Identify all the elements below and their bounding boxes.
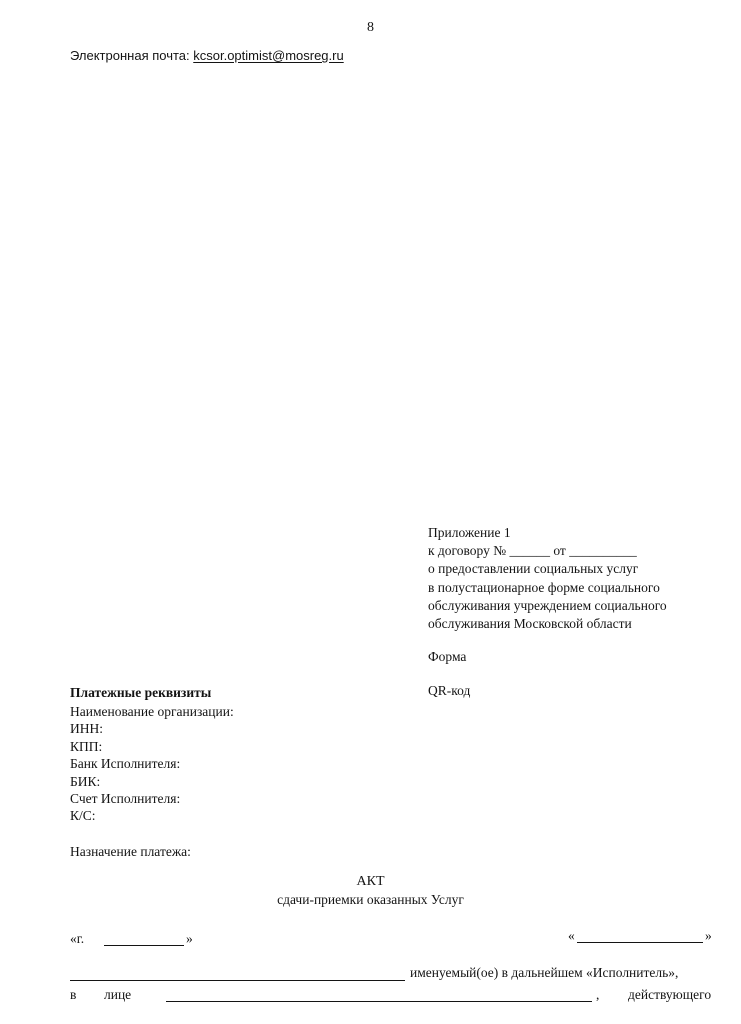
payment-field-inn: ИНН: <box>70 721 103 737</box>
email-label: Электронная почта: <box>70 48 190 63</box>
appendix-line: обслуживания учреждением социального <box>428 597 667 613</box>
form-label: Форма <box>428 649 467 664</box>
payment-field-org-name: Наименование организации: <box>70 704 234 719</box>
payment-purpose-label: Назначение платежа: <box>70 844 191 859</box>
executor-name-blank-line <box>70 980 405 981</box>
city-prefix: «г. <box>70 931 85 946</box>
qr-code-label: QR-код <box>428 683 471 698</box>
acting-word: действующего <box>628 987 712 1002</box>
act-title: АКТ <box>356 874 385 889</box>
appendix-line: обслуживания Московской области <box>428 616 632 632</box>
date-open-quote: « <box>568 928 575 943</box>
appendix-line: о предоставлении социальных услуг <box>428 561 639 577</box>
payment-field-bik: БИК: <box>70 773 101 789</box>
city-suffix: » <box>186 931 193 946</box>
email-link[interactable]: kcsor.optimist@mosreg.ru <box>193 48 344 63</box>
appendix-block <box>428 524 667 633</box>
payment-field-account: Счет Исполнителя: <box>70 791 181 807</box>
payment-details-list <box>70 703 234 825</box>
email-line <box>70 49 344 62</box>
in-word: в <box>70 987 77 1002</box>
appendix-line: Приложение 1 <box>428 525 511 540</box>
payment-field-corr-account: К/С: <box>70 808 96 824</box>
comma: , <box>596 987 600 1002</box>
date-blank-line <box>577 942 703 943</box>
payment-field-kpp: КПП: <box>70 738 103 754</box>
appendix-line: в полустационарное форме социального <box>428 579 660 595</box>
payment-details-title: Платежные реквизиты <box>70 685 212 700</box>
city-blank-line <box>104 945 184 946</box>
executor-named-text: именуемый(ое) в дальнейшем «Исполнитель», <box>410 965 679 980</box>
date-close-quote: » <box>705 928 712 943</box>
appendix-line: к договору № ______ от __________ <box>428 543 637 559</box>
person-word: лице <box>104 987 132 1002</box>
payment-field-bank: Банк Исполнителя: <box>70 756 181 772</box>
page-number: 8 <box>367 20 374 35</box>
act-subtitle: сдачи-приемки оказанных Услуг <box>277 892 464 907</box>
representative-blank-line <box>166 1001 592 1002</box>
